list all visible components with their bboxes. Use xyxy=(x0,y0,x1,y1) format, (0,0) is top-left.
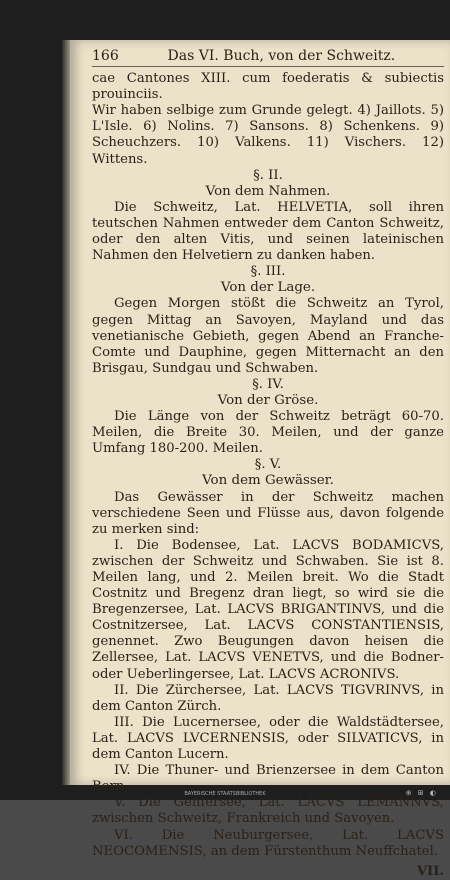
section-number: §. IV. xyxy=(252,376,284,392)
catchword: VII. xyxy=(416,863,444,879)
paragraph: Die Schweitz, Lat. HELVETIA, soll ihren teutschen Nahmen entweder dem Canton Schweitz, oder den alten Vitis, und seinen lateinischen Nahmen den Helvetiern zu danken haben. xyxy=(92,199,444,264)
section-heading: Von dem Gewässer. xyxy=(202,473,334,489)
list-item: IV. Die Thuner- und Brienzersee in dem Canton Bern. xyxy=(92,763,444,795)
section-heading: Von der Gröse. xyxy=(217,392,319,408)
section-number: §. III. xyxy=(250,264,286,280)
paragraph: Gegen Morgen stößt die Schweitz an Tyrol, gegen Mittag an Savoyen, Mayland und das venetianische Gebieth, gegen Abend an Franche-Comte und Dauphine, gegen Mitternacht an den Brisgau, Sundgau und Schwaben. xyxy=(92,296,444,376)
paragraph: Die Länge von der Schweitz beträgt 60-70. Meilen, die Breite 30. Meilen, und der ganze Umfang 180-200. Meilen. xyxy=(92,409,444,457)
page-number: 166 xyxy=(92,48,119,64)
list-item: II. Die Zürchersee, Lat. LACVS TIGVRINVS, in dem Canton Zürch. xyxy=(92,682,444,714)
list-item: I. Die Bodensee, Lat. LACVS BODAMICVS, zwischen der Schweitz und Schwaben. Sie ist 8. Meilen lang, und 2. Meilen breit. Wo die Stadt Costnitz und Bregenz dran liegt, so wird sie die Bregenzersee, Lat. LACVS BRIGANTINVS, und die Costnitzersee, Lat. LACVS CONSTANTIENSIS, genennet. Zwo Beugungen davon heisen die Zellersee, Lat. LACVS VENETVS, und die Bodner- oder Ueberlingersee, Lat. LACVS ACRONIVS. xyxy=(92,537,444,682)
list-item: III. Die Lucernersee, oder die Waldstädtersee, Lat. LACVS LVCERNENSIS, oder SILVATICVS, in dem Canton Lucern. xyxy=(92,714,444,763)
paragraph: Das Gewässer in der Schweitz machen verschiedene Seen und Flüsse aus, davon folgende zu merken sind: xyxy=(92,489,444,537)
paragraph: cae Cantones XIII. cum foederatis & subiectis prouinciis. xyxy=(92,71,444,103)
list-item: VI. Die Neuburgersee, Lat. LACVS NEOCOMENSIS, an dem Fürstenthum Neuffchatel. xyxy=(92,827,444,859)
section-number: §. II. xyxy=(253,167,283,183)
running-header xyxy=(92,48,444,67)
paragraph: Wir haben selbige zum Grunde gelegt. 4) Jaillots. 5) L'Isle. 6) Nolins. 7) Sansons. 8) Schenkens. 9) Scheuchzers. 10) Valkens. 11) Vischers. 12) Wittens. xyxy=(92,103,444,167)
running-title: Das VI. Buch, von der Schweitz. xyxy=(167,48,396,64)
section-number: §. V. xyxy=(254,457,282,473)
page-text xyxy=(92,48,444,880)
viewer-icons[interactable]: ⊕ ⊞ ◐ xyxy=(405,789,438,797)
list-item: V. Die Genfersee, Lat. LACVS LEMANNVS, zwischen Schweitz, Frankreich und Savoyen. xyxy=(92,795,444,827)
section-heading: Von der Lage. xyxy=(220,280,316,296)
library-credit: BAYERISCHE STAATSBIBLIOTHEK xyxy=(184,791,266,797)
section-heading: Von dem Nahmen. xyxy=(205,183,331,199)
